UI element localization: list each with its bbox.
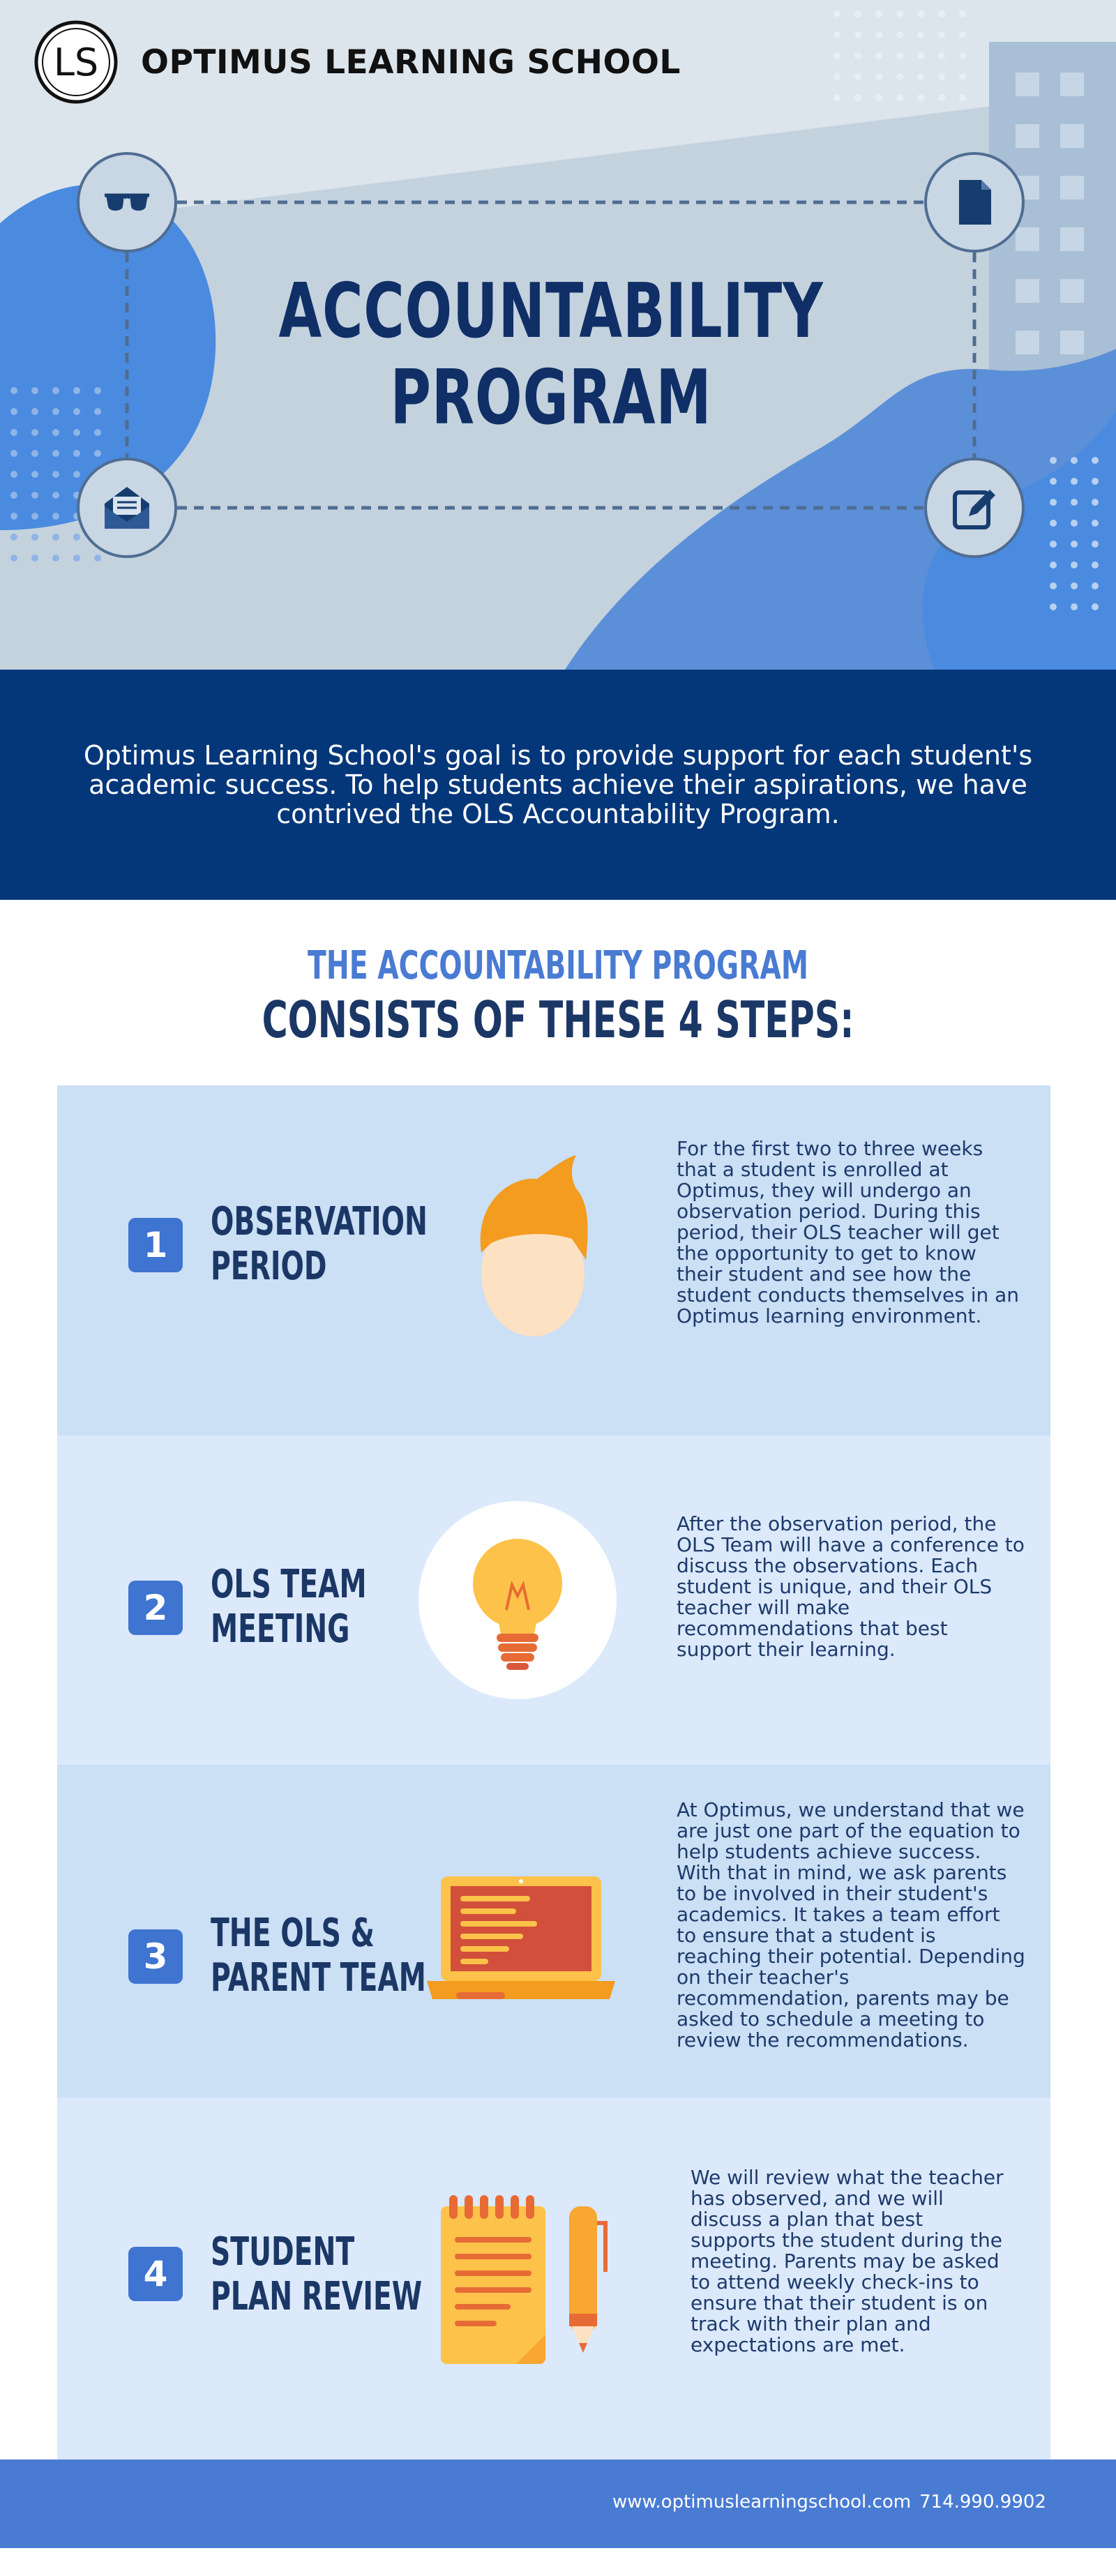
- step-title-line: MEETING: [211, 1606, 350, 1652]
- step-description: At Optimus, we understand that we are just one part of the equation to help students achieve success. With that in mind, we ask parents to be involved in their student's academics. It takes a team effort to ensure that a student is reaching their potential. Depending on their teacher's recommendation, parents may be asked to schedule a meeting to review the recommendations.: [677, 1798, 1025, 2051]
- website-link[interactable]: www.optimuslearningschool.com: [612, 2492, 912, 2513]
- logo[interactable]: [33, 20, 681, 105]
- step-number-badge: 1: [128, 1218, 183, 1272]
- intro-text: Optimus Learning School's goal is to provide support for each student's academic success. To help students achieve their aspirations, we have contrived the OLS Accountability Program.: [83, 740, 1033, 829]
- step-number-badge: 3: [128, 1929, 183, 1984]
- edit-icon-badge: [924, 458, 1025, 558]
- step-title-line: OLS TEAM: [211, 1562, 367, 1607]
- step-title-line: PLAN REVIEW: [211, 2274, 423, 2319]
- notepad-pencil-icon: [434, 2195, 622, 2377]
- step-title-line: PARENT TEAM: [211, 1955, 426, 2001]
- step-title-line: STUDENT: [211, 2229, 355, 2275]
- hero-banner: [0, 0, 1116, 670]
- steps-subtitle: THE ACCOUNTABILITY PROGRAM: [308, 943, 808, 988]
- page-title: [271, 269, 831, 442]
- step-title: [211, 1911, 439, 2001]
- step-title: [211, 1200, 439, 1289]
- step-description: We will review what the teacher has observed, and we will discuss a plan that best supports the student during the meeting. Parents may be asked to attend weekly check-ins to ensure that their student is on track with their plan and expectations are met.: [691, 2166, 1004, 2356]
- student-face-icon: [432, 1155, 621, 1343]
- step-description: For the first two to three weeks that a student is enrolled at Optimus, they will undergo an observation period. During this period, their OLS teacher will get the opportunity to get to know their student and see how the student conducts themselves in an Optimus learning environment.: [677, 1137, 1020, 1327]
- lightbulb-icon: [418, 1501, 617, 1699]
- steps-title: CONSISTS OF THESE 4 STEPS:: [262, 991, 854, 1049]
- step-title: [211, 2230, 439, 2319]
- envelope-icon: [102, 483, 152, 533]
- step-description: After the observation period, the OLS Team will have a conference to discuss the observations. Each student is unique, and their OLS teacher will make recommendations that best support their learning.: [677, 1512, 1025, 1661]
- step-title-line: PERIOD: [211, 1244, 327, 1289]
- steps-heading: [0, 942, 1116, 1049]
- envelope-icon-badge: [77, 458, 177, 558]
- step-ols-team-meeting: [57, 1436, 1050, 1765]
- laptop-icon: [427, 1874, 615, 2006]
- document-icon-badge: [924, 152, 1025, 253]
- ls-logo-mark: [33, 20, 119, 105]
- step-number-badge: 2: [128, 1581, 183, 1635]
- step-student-plan-review: [57, 2097, 1050, 2460]
- step-ols-and-parent-team: [57, 1765, 1050, 2097]
- title-line-1: ACCOUNTABILITY: [278, 268, 824, 355]
- footer: [0, 2460, 1116, 2548]
- phone-number[interactable]: 714.990.9902: [919, 2492, 1046, 2513]
- intro-band: [0, 670, 1116, 900]
- step-observation-period: [57, 1085, 1050, 1436]
- school-name: OPTIMUS LEARNING SCHOOL: [141, 43, 681, 82]
- glasses-icon: [102, 177, 152, 227]
- title-line-2: PROGRAM: [390, 354, 712, 442]
- step-title-line: THE OLS &: [211, 1911, 375, 1956]
- document-icon: [949, 177, 1000, 227]
- step-number-badge: 4: [128, 2247, 183, 2301]
- step-title: [211, 1562, 439, 1652]
- step-title-line: OBSERVATION: [211, 1199, 428, 1244]
- svg-text:LS: LS: [53, 40, 99, 84]
- glasses-icon-badge: [77, 152, 177, 253]
- edit-icon: [949, 483, 1000, 533]
